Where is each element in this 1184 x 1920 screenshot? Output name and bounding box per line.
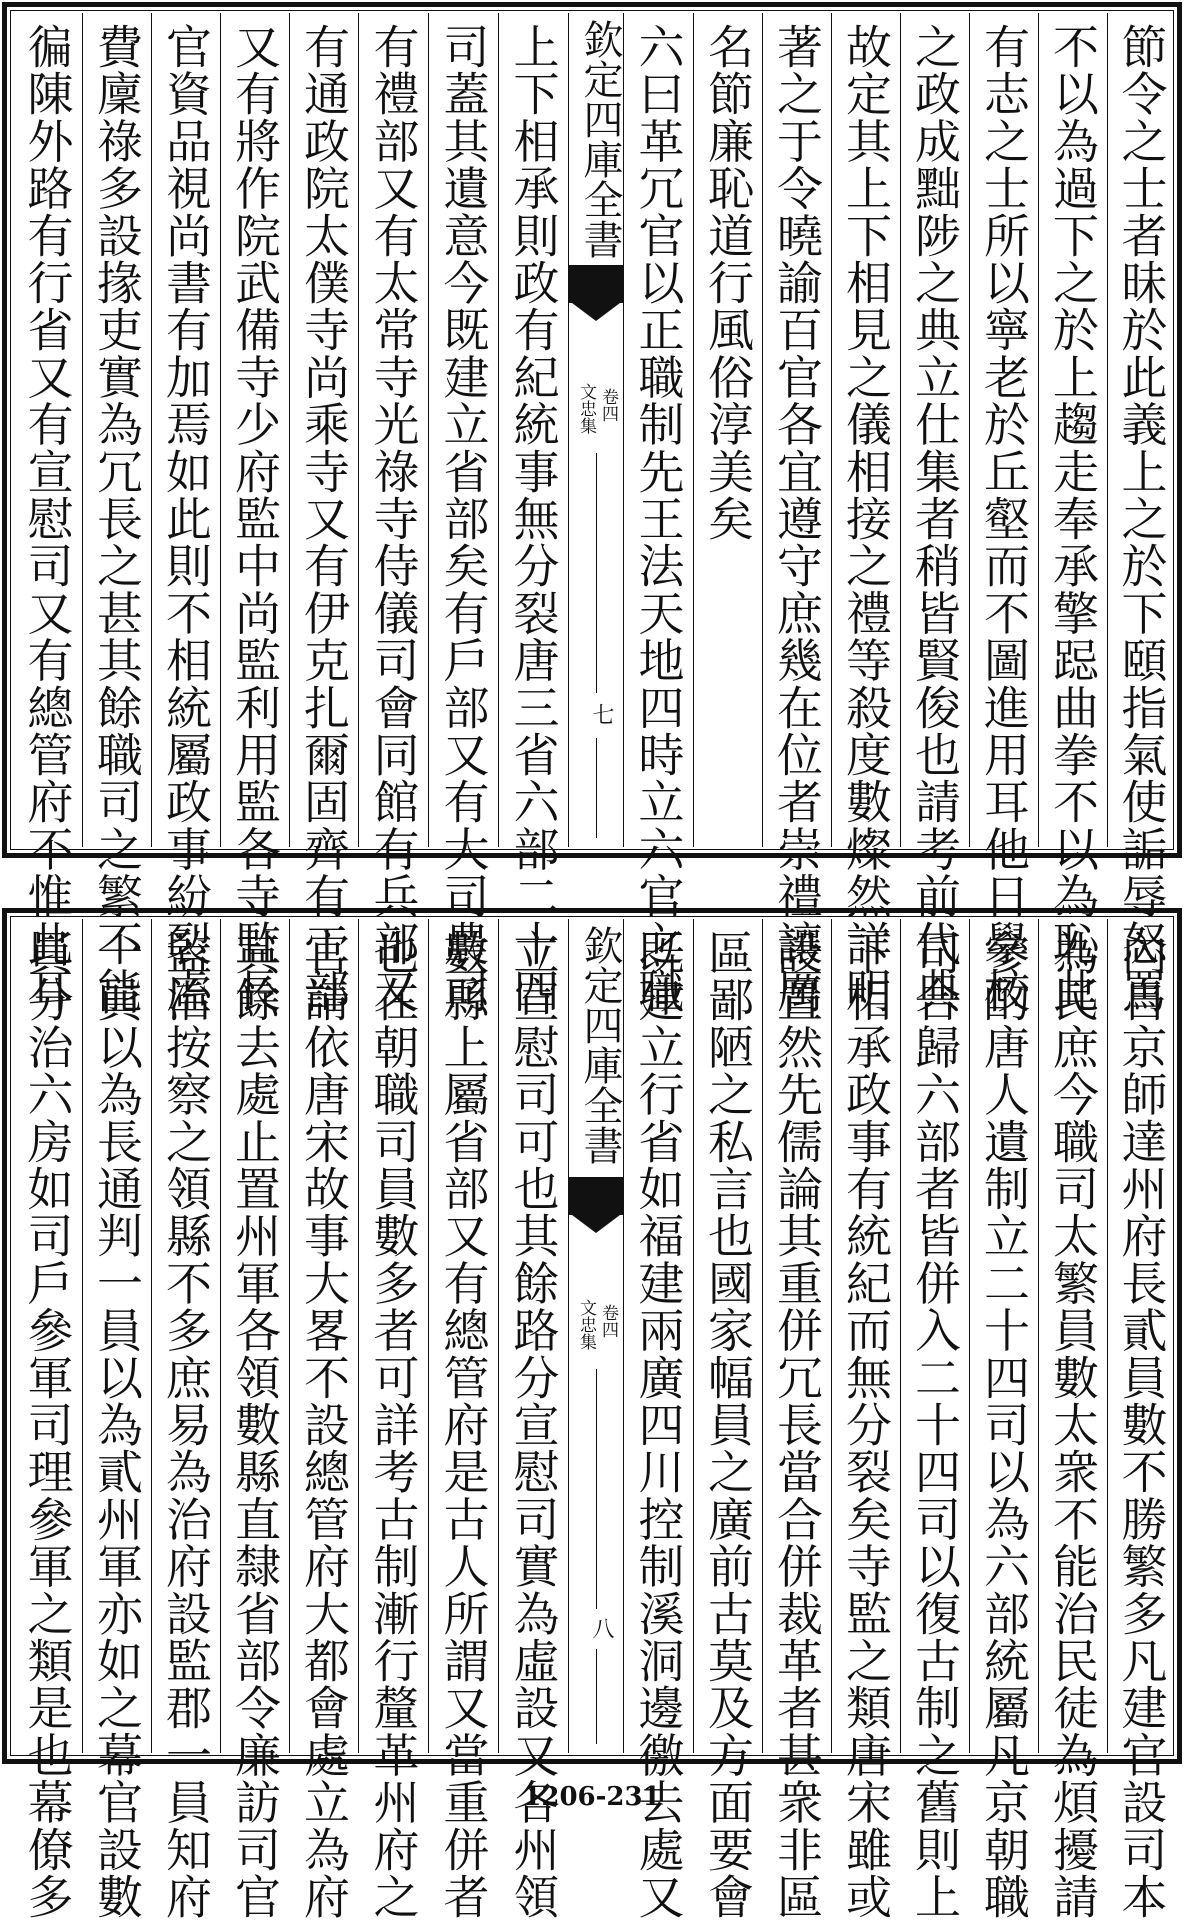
- column-text: 費廩祿多設掾吏實為冗長之甚其餘職司之繁不能: [90, 23, 144, 1015]
- text-column: [82, 919, 151, 1920]
- text-column: [220, 13, 289, 1015]
- column-text: 官資品視尚書有加焉如此則不相統屬政事紛裂虛: [159, 23, 213, 1015]
- upper-page-frame: [2, 2, 1182, 1015]
- column-text: 官請依唐宋故事大畧不設總管府大都會處立為府: [297, 929, 351, 1920]
- fold-page-number: 八: [589, 1617, 614, 1639]
- text-column: [498, 919, 568, 1920]
- text-column: [1107, 13, 1175, 1015]
- column-text: 為民庶今職司太繁員數太衆不能治民徒為煩擾請: [1046, 929, 1100, 1920]
- text-column: [900, 13, 969, 1015]
- text-column: [428, 919, 498, 1920]
- fold-book-name: 文忠集: [576, 1299, 596, 1350]
- text-column: [624, 13, 693, 1015]
- text-column: [220, 919, 289, 1920]
- column-text: 有禮部又有太常寺光祿寺侍儀司會同館有兵部又: [366, 23, 421, 1015]
- column-text: 區鄙陋之私言也國家幅員之廣前古莫及方面要會: [701, 929, 755, 1920]
- text-column: [1107, 919, 1175, 1920]
- column-text: 節令之士者昧於此義上之於下頤指氣使詬辱怒罵: [1114, 23, 1169, 1015]
- column-text: 有通政院太僕寺尚乘寺又有伊克扎爾固齊有工部: [297, 23, 351, 1015]
- fold-book-name: 文忠集: [576, 383, 596, 434]
- text-column: [151, 919, 220, 1920]
- upper-right-text-block: [624, 13, 1175, 1015]
- lower-left-text-block: [13, 919, 568, 1920]
- text-column: [358, 13, 428, 1015]
- column-text: 不以為過下之於上趨走奉承擎跽曲拳不以為恥此: [1046, 23, 1100, 1015]
- column-text: 既建立行省如福建兩廣四川控制溪洞邊徼去處又: [631, 929, 686, 1920]
- text-column: [289, 13, 358, 1015]
- column-text: 監治按察之領縣不多庶易為治府設監郡一員知府: [159, 929, 213, 1920]
- text-column: [428, 13, 498, 1015]
- text-column: [498, 13, 568, 1015]
- text-column: [1038, 919, 1107, 1920]
- fold-volume: 卷四: [598, 1304, 618, 1338]
- text-column: [358, 919, 428, 1920]
- column-text: 六曰革冗官以正職制先王法天地四時立六官之職: [631, 23, 686, 1015]
- text-column: [969, 919, 1038, 1920]
- text-column: [900, 919, 969, 1920]
- column-text: 上下相承則政有紀統事無分裂唐三省六部二十四: [506, 23, 561, 1015]
- fish-tail-mark-icon: [569, 1177, 623, 1215]
- column-text: 徧陳外路有行省又有宣慰司又有總管府不惟此耳: [20, 23, 75, 1015]
- text-column: [624, 919, 693, 1920]
- upper-left-text-block: [13, 13, 568, 1015]
- text-column: [693, 13, 762, 847]
- text-column: [969, 13, 1038, 1015]
- column-text: 也在朝職司員數多者可詳考古制漸行釐革州府之: [366, 929, 421, 1920]
- lower-right-text-block: [624, 919, 1175, 1920]
- text-column: [762, 919, 831, 1920]
- text-column: [13, 919, 82, 1920]
- fold-center-line: [596, 738, 597, 838]
- column-text: 其餘去處止置州軍各領數縣直隸省部令廉訪司官: [228, 929, 282, 1920]
- text-column: [831, 13, 900, 1015]
- fold-center-line: [596, 1649, 597, 1744]
- column-text: 名節廉恥道行風俗淳美矣: [701, 23, 755, 543]
- column-text: 參酌唐人遺制立二十四司以為六部統屬凡京朝職: [977, 929, 1031, 1920]
- column-text: 故定其上下相見之儀相接之禮等殺度數燦然詳明: [839, 23, 893, 1015]
- column-text: 司蓋其遺意今既建立省部矣有戶部又有大司農司: [436, 23, 491, 1015]
- upper-center-fold: [568, 13, 624, 847]
- text-column: [151, 13, 220, 1015]
- fish-tail-mark-icon: [569, 265, 623, 303]
- column-text: 立宣慰司可也其餘路分宣慰司實為虛設又各州領: [506, 929, 561, 1920]
- column-text: 一員以為長通判一員以為貳州軍亦如之幕官設數: [90, 929, 144, 1920]
- column-text: 之政成黜陟之典立仕集者稍皆賢俊也請考前代典: [908, 23, 962, 1015]
- column-text: 設置然先儒論其重併冗長當合併裁革者甚衆非區: [770, 929, 824, 1920]
- fold-center-line: [596, 1369, 597, 1609]
- text-column: [289, 919, 358, 1920]
- column-text: 員分治六房如司戶參軍司理參軍之類是也幕僚多: [20, 929, 75, 1920]
- text-column: [762, 13, 831, 1015]
- fold-center-line: [596, 453, 597, 693]
- column-text: 下相承政事有統紀而無分裂矣寺監之類唐宋雖或: [839, 929, 893, 1920]
- column-text: 內自京師達州府長貳員數不勝繁多凡建官設司本: [1114, 929, 1169, 1920]
- footer-page-reference: 1206-231: [523, 1782, 661, 1812]
- column-text: 司合歸六部者皆併入二十四司以復古制之舊則上: [908, 929, 962, 1920]
- fold-book-title: 欽定四庫全書: [577, 925, 623, 1165]
- text-column: [13, 13, 82, 1015]
- lower-center-fold: [568, 919, 624, 1753]
- column-text: 數縣上屬省部又有總管府是古人所謂又當重併者: [436, 929, 491, 1920]
- text-column: [82, 13, 151, 1015]
- fold-volume: 卷四: [598, 388, 618, 422]
- column-text: 有志之士所以寧老於丘壑而不圖進用耳他日學校: [977, 23, 1031, 1015]
- fold-book-title: 欽定四庫全書: [577, 19, 623, 259]
- text-column: [831, 919, 900, 1920]
- fold-page-number: 七: [589, 703, 614, 725]
- column-text: 著之于令曉諭百官各宜遵守庶幾在位者崇禮讓厲: [770, 23, 824, 1015]
- column-text: 又有將作院武備寺少府監中尚監利用監各寺監長: [228, 23, 282, 1015]
- text-column: [1038, 13, 1107, 1015]
- text-column: [693, 919, 762, 1920]
